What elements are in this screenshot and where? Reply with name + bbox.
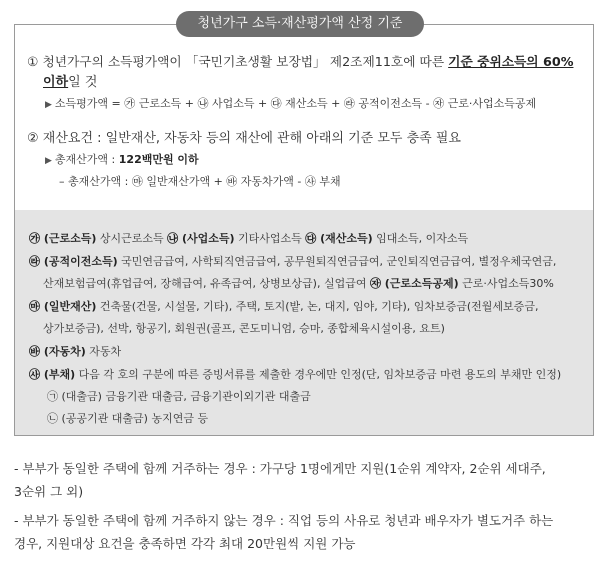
item2-total-label: 총재산가액 : bbox=[54, 153, 119, 166]
triangle-bullet-icon: ▶ bbox=[45, 156, 52, 166]
item2-line1: ② 재산요건 : 일반재산, 자동차 등의 재산에 관해 아래의 기준 모두 충족 필요 bbox=[27, 131, 461, 146]
def-key: ㉱ (공적이전소득) bbox=[29, 255, 118, 268]
criteria-upper bbox=[15, 25, 593, 210]
def-line-6 bbox=[29, 343, 121, 361]
note-line-4: 경우, 지원대상 요건을 충족하면 각각 최대 20만원씩 지원 가능 bbox=[14, 536, 356, 551]
def-line-3 bbox=[43, 275, 554, 293]
item2-formula: – 총재산가액 : ㉲ 일반재산가액 + ㉳ 자동차가액 - ㉴ 부채 bbox=[59, 175, 341, 188]
item1-line1-pre: ① 청년가구의 소득평가액이 「국민기초생활 보장법」 제2조제11호에 따른 bbox=[27, 55, 449, 70]
def-text: 국민연금급여, 사학퇴직연금급여, 공무원퇴직연금급여, 군인퇴직연금급여, 별정우체국연금, bbox=[117, 255, 557, 268]
item1-line1 bbox=[27, 53, 573, 73]
definitions-panel bbox=[15, 210, 593, 435]
def-line-8: ㉠ (대출금) 금융기관 대출금, 금융기관이외기관 대출금 bbox=[47, 390, 311, 403]
def-key: ㉲ (일반재산) bbox=[29, 300, 97, 313]
def-line-4 bbox=[29, 298, 538, 316]
def-key: ㉮ (근로소득) bbox=[29, 232, 97, 245]
item1-formula bbox=[45, 95, 536, 114]
def-line-2 bbox=[29, 253, 556, 271]
item2-total bbox=[45, 151, 199, 170]
item1-line2-post: 일 것 bbox=[68, 75, 98, 90]
def-line-5: 상가보증금), 선박, 항공기, 회원권(골프, 콘도미니엄, 승마, 종합체육시설이용, 요트) bbox=[43, 322, 445, 335]
def-key: ㉰ (재산소득) bbox=[305, 232, 373, 245]
def-text: 건축물(건물, 시설물, 기타), 주택, 토지(밭, 논, 대지, 임야, 기타), 임차보증금(전월세보증금, bbox=[96, 300, 539, 313]
def-line-9: ㉡ (공공기관 대출금) 농지연금 등 bbox=[47, 412, 209, 425]
def-key: ㉯ (사업소득) bbox=[167, 232, 235, 245]
def-text: 자동차 bbox=[85, 345, 122, 358]
item2-total-value: 122백만원 이하 bbox=[118, 153, 199, 166]
def-text: 임대소득, 이자소득 bbox=[372, 232, 469, 245]
def-key: ㉶ (근로소득공제) bbox=[369, 277, 459, 290]
def-line-1 bbox=[29, 230, 468, 248]
note-line-1: - 부부가 동일한 주택에 함께 거주하는 경우 : 가구당 1명에게만 지원(1순위 계약자, 2순위 세대주, bbox=[14, 461, 546, 476]
note-line-3: - 부부가 동일한 주택에 함께 거주하지 않는 경우 : 직업 등의 사유로 청년과 배우자가 별도거주 하는 bbox=[14, 513, 554, 528]
def-line-7 bbox=[29, 366, 561, 384]
criteria-box bbox=[14, 24, 594, 436]
def-key: ㉴ (부채) bbox=[29, 368, 76, 381]
def-text: 상시근로소득 bbox=[96, 232, 168, 245]
item1-line1-emph: 기준 중위소득의 60% bbox=[448, 55, 574, 70]
triangle-bullet-icon: ▶ bbox=[45, 100, 52, 110]
item1-line2-emph: 이하 bbox=[43, 75, 69, 90]
item1-formula-text: 소득평가액 = ㉮ 근로소득 + ㉯ 사업소득 + ㉰ 재산소득 + ㉱ 공적이전소득 - ㉶ 근로·사업소득공제 bbox=[54, 97, 537, 110]
section-title: 청년가구 소득·재산평가액 산정 기준 bbox=[176, 11, 424, 37]
note-line-2: 3순위 그 외) bbox=[14, 484, 84, 499]
def-text: 근로·사업소득30% bbox=[458, 277, 554, 290]
def-text: 다음 각 호의 구분에 따른 증빙서류를 제출한 경우에만 인정(단, 임차보증금 마련 용도의 부채만 인정) bbox=[75, 368, 562, 381]
def-text: 기타사업소득 bbox=[234, 232, 306, 245]
def-key: ㉳ (자동차) bbox=[29, 345, 86, 358]
def-text: 산재보험급여(휴업급여, 장해급여, 유족급여, 상병보상급), 실업급여 bbox=[43, 277, 370, 290]
item1-line2 bbox=[43, 73, 97, 93]
